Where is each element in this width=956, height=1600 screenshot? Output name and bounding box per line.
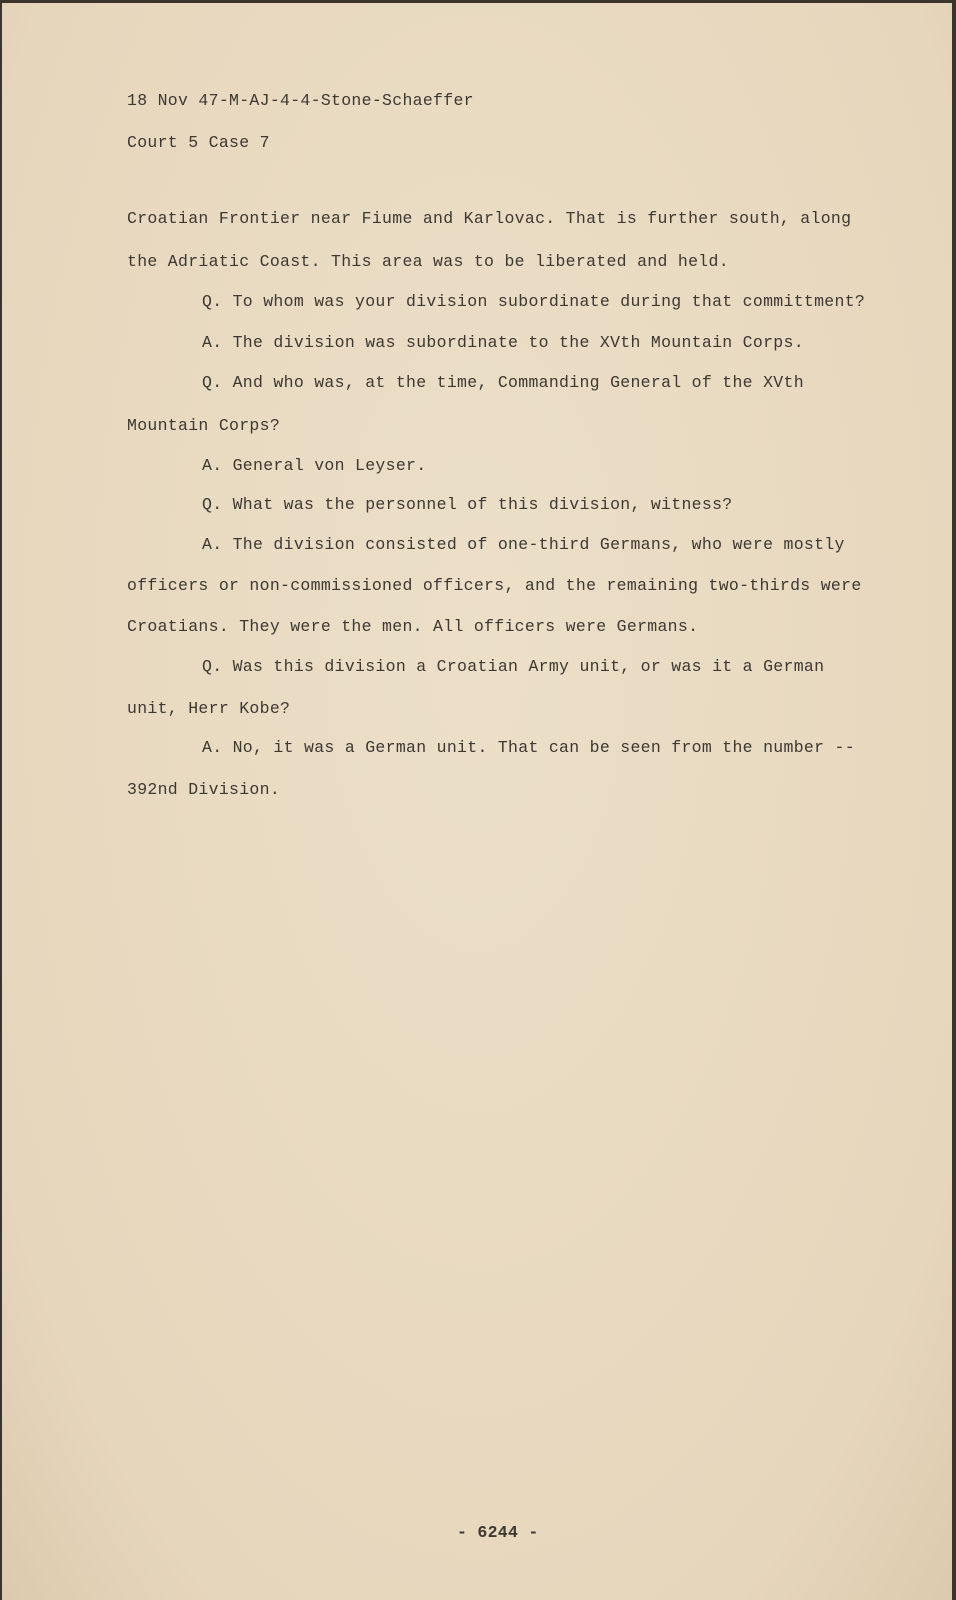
page-number: - 6244 -: [457, 1523, 539, 1542]
body-line: officers or non-commissioned officers, and the remaining two-thirds were: [127, 576, 862, 595]
body-line: 392nd Division.: [127, 780, 281, 799]
question-line: Q. What was the personnel of this division, witness?: [202, 495, 733, 514]
question-line: Q. To whom was your division subordinate during that committment?: [202, 292, 866, 311]
answer-line: A. General von Leyser.: [202, 456, 427, 475]
answer-line: A. No, it was a German unit. That can be seen from the number --: [202, 738, 855, 757]
question-line: Q. Was this division a Croatian Army unit, or was it a German: [202, 657, 825, 676]
body-line: the Adriatic Coast. This area was to be liberated and held.: [127, 252, 729, 271]
header-court-case: Court 5 Case 7: [127, 133, 270, 152]
body-line: Croatians. They were the men. All officers were Germans.: [127, 617, 699, 636]
document-page: [2, 3, 952, 1600]
question-line: Q. And who was, at the time, Commanding General of the XVth: [202, 373, 804, 392]
answer-line: A. The division was subordinate to the XVth Mountain Corps.: [202, 333, 804, 352]
body-line: Croatian Frontier near Fiume and Karlovac. That is further south, along: [127, 209, 852, 228]
header-reference: 18 Nov 47-M-AJ-4-4-Stone-Schaeffer: [127, 91, 474, 110]
body-line: Mountain Corps?: [127, 416, 281, 435]
answer-line: A. The division consisted of one-third Germans, who were mostly: [202, 535, 845, 554]
body-line: unit, Herr Kobe?: [127, 699, 291, 718]
